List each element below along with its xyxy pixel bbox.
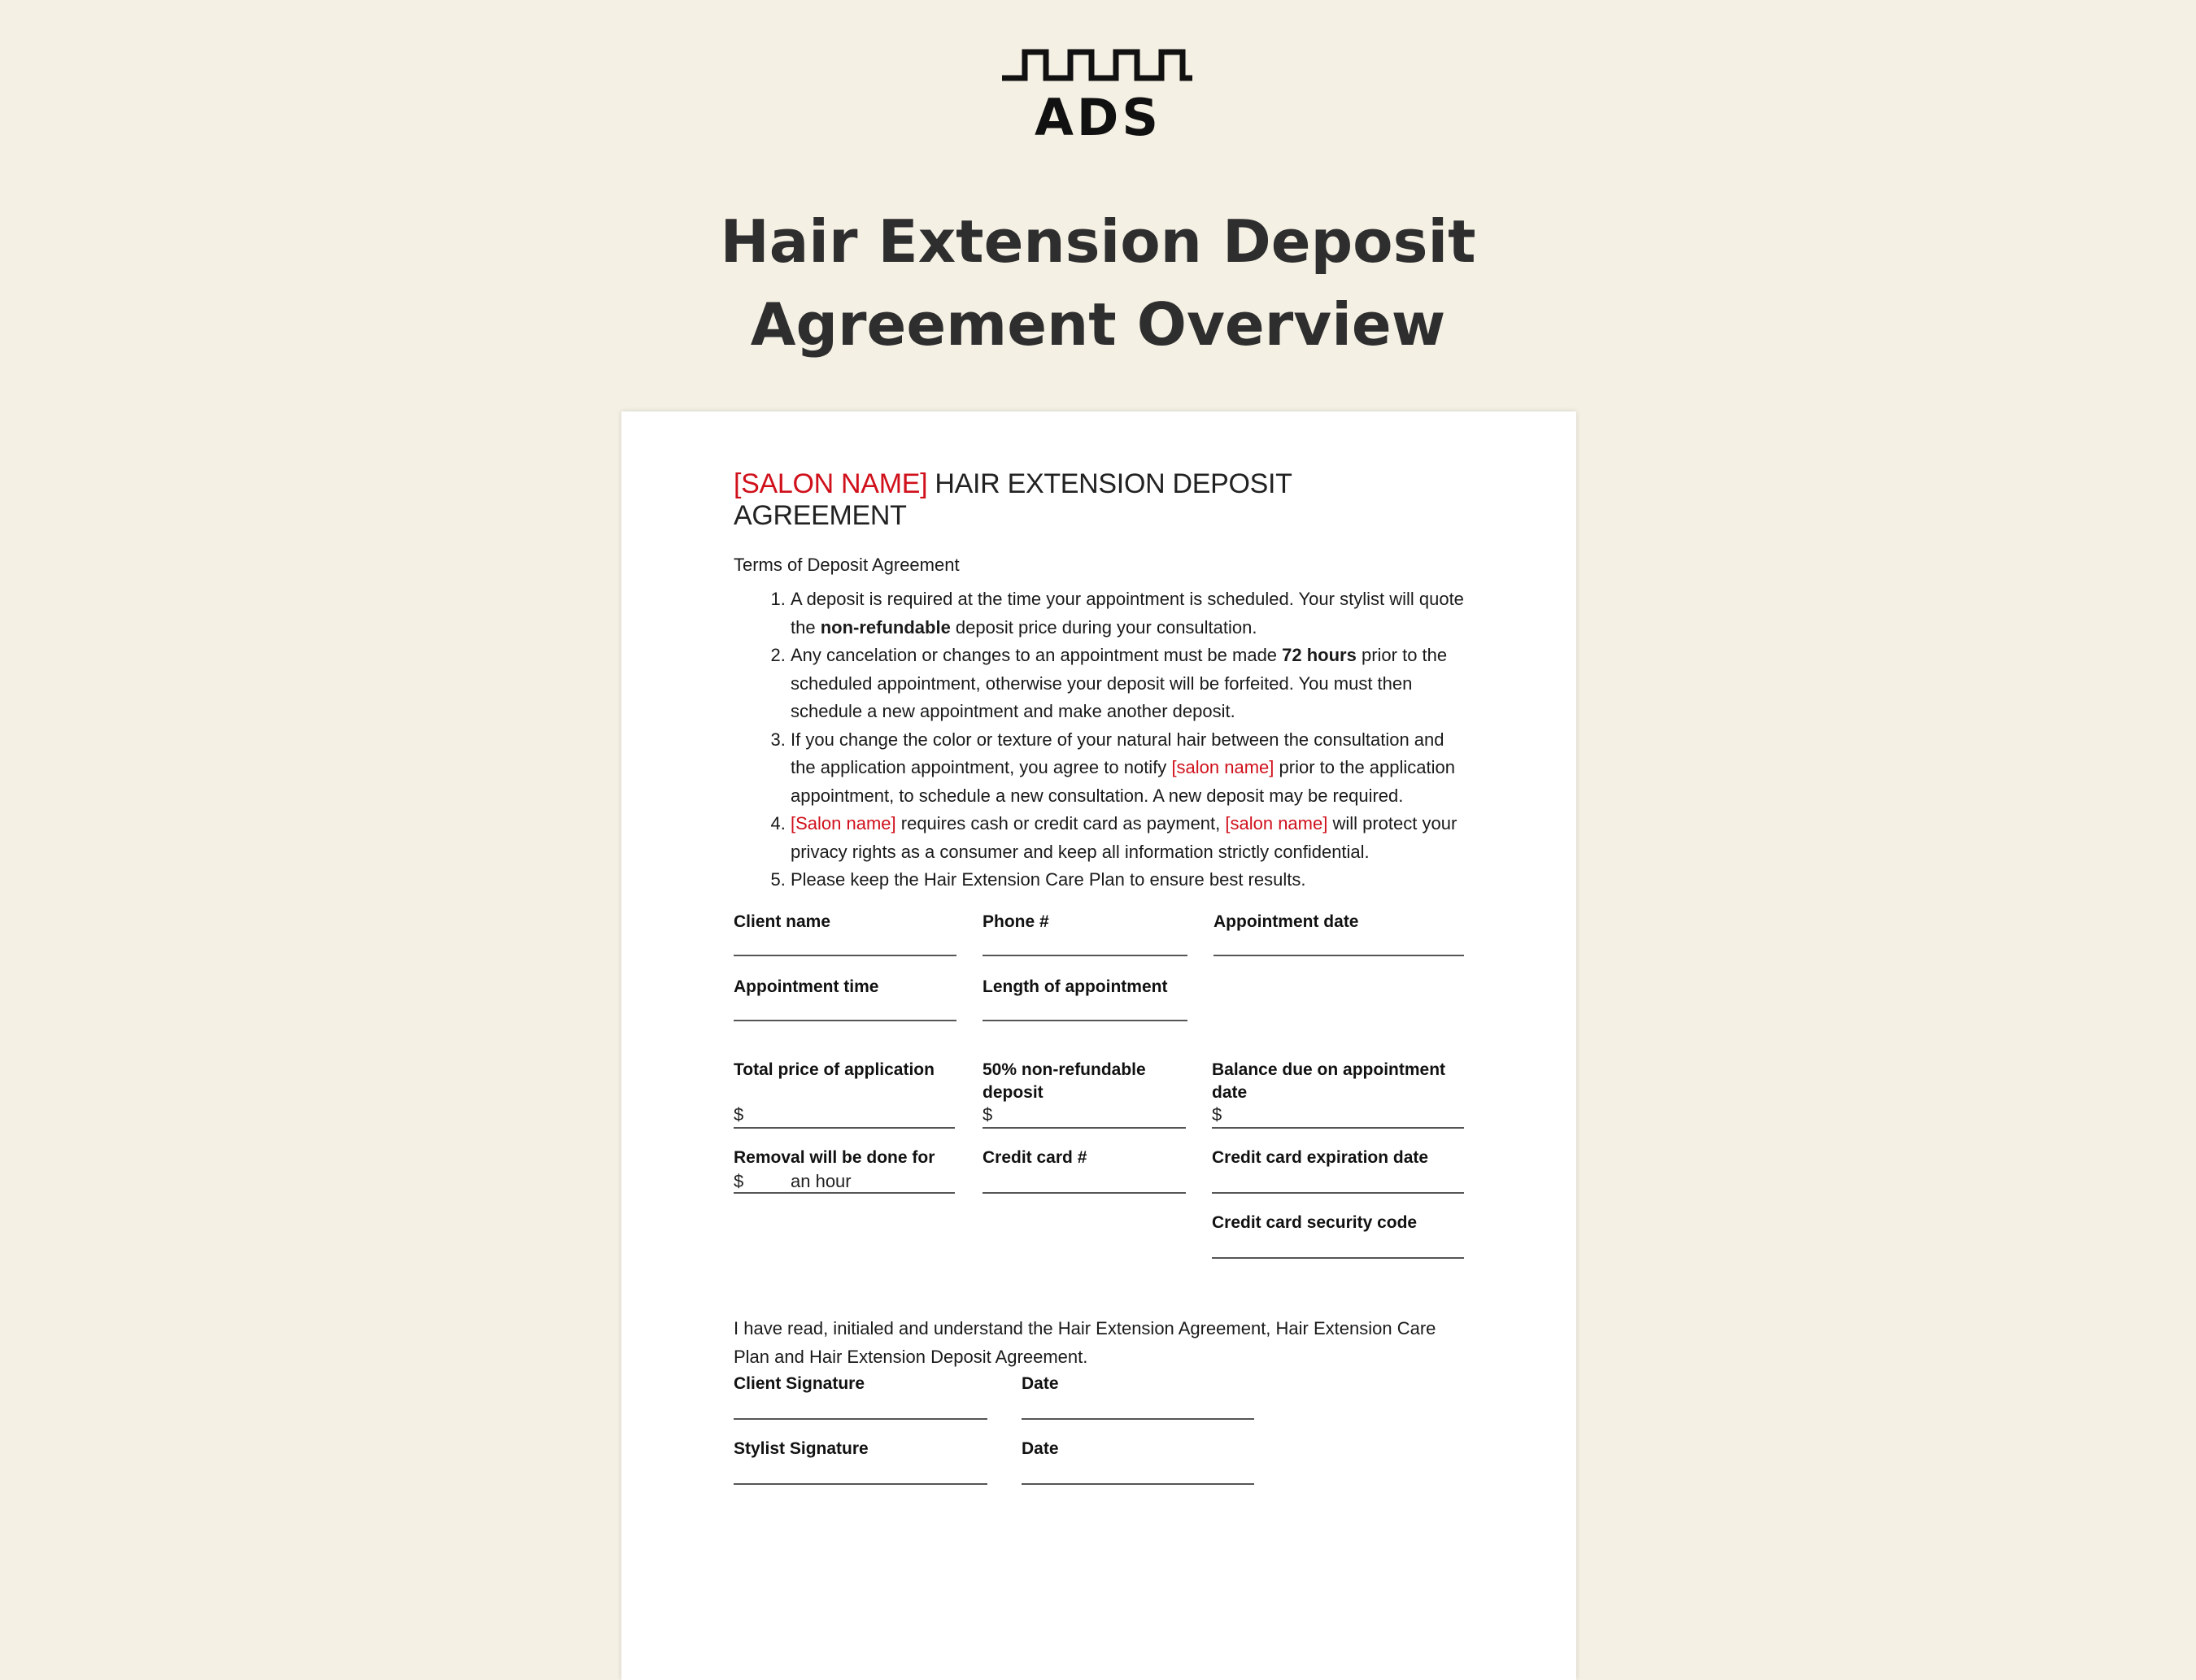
acknowledgement-text: I have read, initialed and understand the Hair Extension Agreement, Hair Extension Care Plan and Hair Extension Deposit Agreement. (734, 1318, 1436, 1367)
page-title-line-2: Agreement Overview (750, 290, 1446, 359)
currency-symbol: $ (983, 1104, 993, 1125)
client-signature-date-field[interactable]: Date (1022, 1373, 1254, 1418)
currency-symbol: $ (1212, 1104, 1222, 1125)
logo-text: ADS (1034, 88, 1162, 147)
document-heading-text: HAIR EXTENSION DEPOSIT AGREEMENT (734, 468, 1292, 531)
salon-name-placeholder: [SALON NAME] (734, 468, 928, 499)
credit-card-field[interactable]: Credit card # (983, 1147, 1186, 1192)
document-page (621, 411, 1576, 1680)
term-item: 2. Any cancelation or changes to an appointment must be made 72 hours prior to the scheduled appointment, otherwise your deposit will be forfeited. You must then schedule a new appointment and make another deposit. (791, 642, 1466, 726)
total-price-field[interactable]: Total price of application $ (734, 1059, 955, 1127)
currency-symbol: $ (734, 1171, 744, 1191)
deposit-agreement (734, 468, 1466, 1458)
salon-name-placeholder: [salon name] (1225, 813, 1328, 833)
page-title (651, 200, 1545, 366)
cc-expiration-field[interactable]: Credit card expiration date (1212, 1147, 1464, 1192)
term-item: 3. If you change the color or texture of your natural hair between the consultation and the application appointment, you agree to notify [salon name] prior to the application appointment, to schedule a new consultation. A new deposit may be required. (791, 726, 1466, 811)
ads-logo (1000, 46, 1196, 147)
term-item: 1. A deposit is required at the time your appointment is scheduled. Your stylist will quote the non-refundable deposit price during your consultation. (791, 585, 1466, 642)
term-item: 5. Please keep the Hair Extension Care Plan to ensure best results. (791, 866, 1466, 894)
length-of-appointment-field[interactable]: Length of appointment (983, 976, 1187, 1021)
phone-field[interactable]: Phone # (983, 911, 1187, 956)
cc-security-code-field[interactable]: Credit card security code (1212, 1212, 1464, 1257)
stylist-signature-date-field[interactable]: Date (1022, 1438, 1254, 1483)
stylist-signature-field[interactable]: Stylist Signature (734, 1438, 987, 1483)
client-name-field[interactable]: Client name (734, 911, 956, 956)
terms-list (734, 585, 1466, 894)
appointment-time-field[interactable]: Appointment time (734, 976, 956, 1021)
term-item: 4. [Salon name] requires cash or credit card as payment, [salon name] will protect your privacy rights as a consumer and keep all information strictly confidential. (791, 810, 1466, 866)
client-signature-field[interactable]: Client Signature (734, 1373, 987, 1418)
page-title-line-1: Hair Extension Deposit (720, 207, 1476, 276)
salon-name-placeholder: [Salon name] (791, 813, 896, 833)
document-heading (734, 468, 1466, 532)
logo-wave-icon (1000, 46, 1196, 86)
deposit-field[interactable]: 50% non-refundable deposit $ (983, 1059, 1186, 1127)
appointment-date-field[interactable]: Appointment date (1213, 911, 1464, 956)
balance-due-field[interactable]: Balance due on appointment date $ (1212, 1059, 1464, 1127)
currency-symbol: $ (734, 1104, 744, 1125)
salon-name-placeholder: [salon name] (1171, 757, 1274, 777)
per-hour-text: an hour (791, 1171, 852, 1191)
terms-title: Terms of Deposit Agreement (734, 555, 960, 575)
removal-field[interactable]: Removal will be done for $ an hour (734, 1147, 955, 1192)
